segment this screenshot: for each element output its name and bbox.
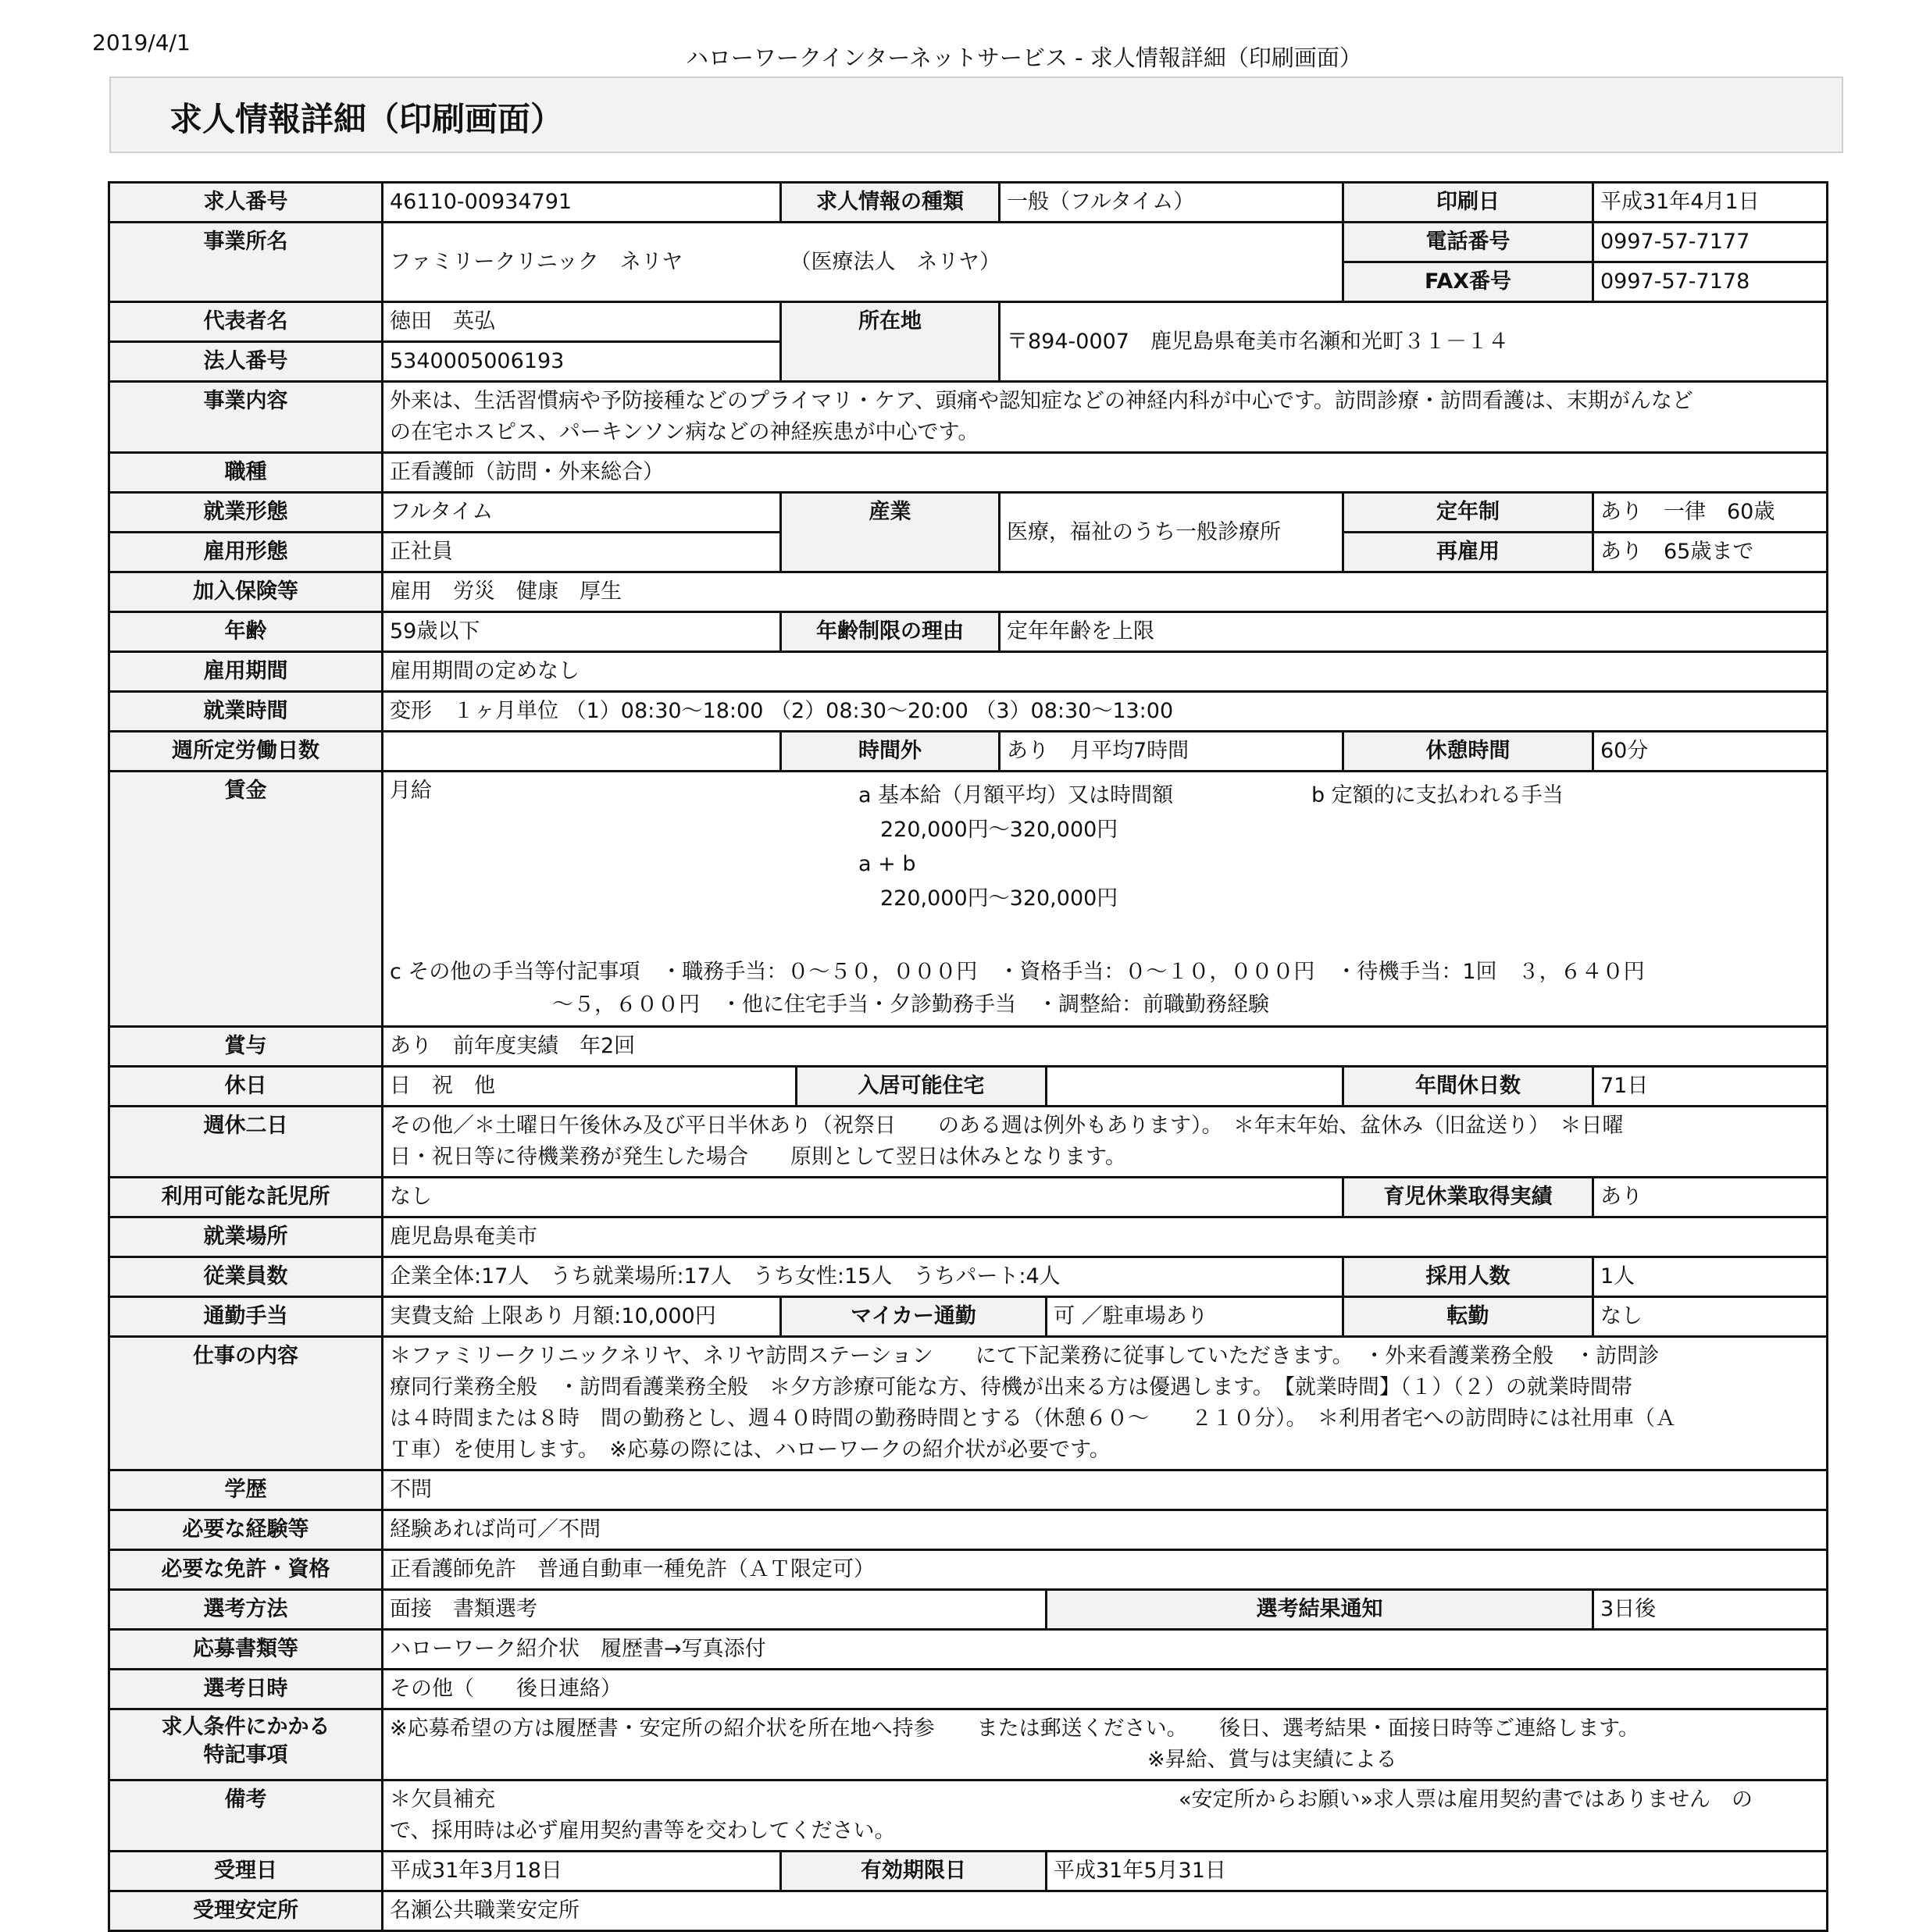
label-phone: 電話番号	[1343, 223, 1593, 262]
page-title: 求人情報詳細（印刷画面）	[169, 100, 564, 138]
label-break: 休憩時間	[1343, 732, 1593, 772]
window-title: ハローワークインターネットサービス - 求人情報詳細（印刷画面）	[686, 45, 1362, 71]
wage-c-line-1: c その他の手当等付記事項 ・職務手当：０～５０，０００円 ・資格手当：０～１０，０００円 ・待機手当：1回 ３，６４０円	[390, 960, 1645, 984]
job-content-line-3: は４時間または８時 間の勤務とし、週４０時間の勤務時間とする（休憩６０～ ２１０分）。 ＊利用者宅への訪問時には社用車（Ａ	[390, 1406, 1676, 1431]
value-business	[383, 382, 1828, 453]
wage-ab-value: 220,000円～320,000円	[880, 886, 1118, 911]
label-selection: 選考方法	[109, 1590, 383, 1630]
value-annual-holidays: 71日	[1593, 1067, 1828, 1107]
label-holidays: 休日	[109, 1067, 383, 1107]
label-workplace: 就業場所	[109, 1217, 383, 1257]
value-childcare: なし	[383, 1178, 1343, 1217]
label-business: 事業内容	[109, 382, 383, 453]
label-corp-no: 法人番号	[109, 342, 383, 382]
remarks-line-1a: ＊欠員補充	[390, 1788, 495, 1812]
label-retirement: 定年制	[1343, 493, 1593, 533]
value-bonus: あり 前年度実績 年2回	[383, 1027, 1828, 1067]
label-result-notice: 選考結果通知	[1047, 1590, 1593, 1630]
value-mycar: 可 ／駐車場あり	[1047, 1297, 1343, 1337]
label-hours: 就業時間	[109, 692, 383, 732]
label-employees: 従業員数	[109, 1257, 383, 1297]
label-info-type: 求人情報の種類	[781, 183, 1000, 223]
value-hours: 変形 １ヶ月単位 （1）08:30～18:00 （2）08:30～20:00 （3）08:30～13:00	[383, 692, 1828, 732]
label-age-reason: 年齢制限の理由	[781, 612, 1000, 652]
value-phone: 0997-57-7177	[1593, 223, 1828, 262]
value-received: 平成31年3月18日	[383, 1852, 781, 1891]
job-content-line-2: 療同行業務全般 ・訪問看護業務全般 ＊夕方診療可能な方、待機が出来る方は優遇します。 【就業時間】（１）（２）の就業時間帯	[390, 1375, 1632, 1399]
value-workplace: 鹿児島県奄美市	[383, 1217, 1828, 1257]
value-education: 不問	[383, 1470, 1828, 1510]
value-office: 名瀬公共職業安定所	[383, 1891, 1828, 1931]
label-wage: 賃金	[109, 772, 383, 1027]
label-commute: 通勤手当	[109, 1297, 383, 1337]
value-employment-form: フルタイム	[383, 493, 781, 533]
label-special-line-2: 特記事項	[203, 1743, 288, 1767]
label-childcare: 利用可能な託児所	[109, 1178, 383, 1217]
label-education: 学歴	[109, 1470, 383, 1510]
value-documents: ハローワーク紹介状 履歴書→写真添付	[383, 1630, 1828, 1670]
value-office-name	[383, 223, 1343, 302]
label-received: 受理日	[109, 1852, 383, 1891]
value-selection: 面接 書類選考	[383, 1590, 1047, 1630]
remarks-line-1b: «安定所からお願い»求人票は雇用契約書ではありません の	[1179, 1788, 1753, 1812]
label-parental-leave: 育児休業取得実績	[1343, 1178, 1593, 1217]
label-overtime: 時間外	[781, 732, 1000, 772]
label-office: 受理安定所	[109, 1891, 383, 1931]
label-selection-date: 選考日時	[109, 1670, 383, 1709]
label-fax: FAX番号	[1343, 262, 1593, 302]
label-weekly-days: 週所定労働日数	[109, 732, 383, 772]
special-line-2: ※昇給、賞与は実績による	[1147, 1748, 1397, 1772]
label-office-name: 事業所名	[109, 223, 383, 302]
value-transfer: なし	[1593, 1297, 1828, 1337]
value-result-notice: 3日後	[1593, 1590, 1828, 1630]
label-representative: 代表者名	[109, 302, 383, 342]
label-mycar: マイカー通勤	[781, 1297, 1047, 1337]
value-two-days	[383, 1107, 1828, 1178]
label-housing: 入居可能住宅	[797, 1067, 1047, 1107]
label-print-date: 印刷日	[1343, 183, 1593, 223]
value-age-reason: 定年年齢を上限	[1000, 612, 1828, 652]
label-insurance: 加入保険等	[109, 572, 383, 612]
label-rehire: 再雇用	[1343, 533, 1593, 572]
label-two-days: 週休二日	[109, 1107, 383, 1178]
business-line-2: の在宅ホスピス、パーキンソン病などの神経疾患が中心です。	[390, 420, 979, 444]
remarks-line-2: で、採用時は必ず雇用契約書等を交わしてください。	[390, 1819, 896, 1843]
wage-a-label: a 基本給（月額平均）又は時間額	[858, 783, 1174, 807]
label-employment-type: 雇用形態	[109, 533, 383, 572]
print-date-header: 2019/4/1	[92, 30, 191, 55]
value-weekly-days	[383, 732, 781, 772]
value-age: 59歳以下	[383, 612, 781, 652]
page-title-box	[109, 77, 1843, 153]
value-hires: 1人	[1593, 1257, 1828, 1297]
label-job-content: 仕事の内容	[109, 1337, 383, 1470]
wage-b-label: b 定額的に支払われる手当	[1311, 783, 1564, 807]
value-address: 〒894-0007 鹿児島県奄美市名瀬和光町３１－１４	[1000, 302, 1828, 382]
value-representative: 徳田 英弘	[383, 302, 781, 342]
value-retirement: あり 一律 60歳	[1593, 493, 1828, 533]
business-line-1: 外来は、生活習慣病や予防接種などのプライマリ・ケア、頭痛や認知症などの神経内科が中心です。訪問診療・訪問看護は、末期がんなど	[390, 389, 1693, 413]
value-special	[383, 1709, 1828, 1781]
value-parental-leave: あり	[1593, 1178, 1828, 1217]
label-job-no: 求人番号	[109, 183, 383, 223]
label-special	[109, 1709, 383, 1781]
two-days-line-1: その他／＊土曜日午後休み及び平日半休あり（祝祭日 のある週は例外もあります）。 ＊年末年始、盆休み（旧盆送り） ＊日曜	[390, 1114, 1624, 1138]
label-industry: 産業	[781, 493, 1000, 572]
value-info-type: 一般（フルタイム）	[1000, 183, 1343, 223]
value-license: 正看護師免許 普通自動車一種免許（ＡＴ限定可）	[383, 1550, 1828, 1590]
label-valid-until: 有効期限日	[781, 1852, 1047, 1891]
value-overtime: あり 月平均7時間	[1000, 732, 1343, 772]
wage-ab-label: a + b	[858, 852, 916, 876]
value-remarks	[383, 1781, 1828, 1852]
value-employees: 企業全体:17人 うち就業場所:17人 うち女性:15人 うちパート:4人	[383, 1257, 1343, 1297]
label-license: 必要な免許・資格	[109, 1550, 383, 1590]
value-rehire: あり 65歳まで	[1593, 533, 1828, 572]
two-days-line-2: 日・祝日等に待機業務が発生した場合 原則として翌日は休みとなります。	[390, 1145, 1126, 1169]
label-address: 所在地	[781, 302, 1000, 382]
label-hires: 採用人数	[1343, 1257, 1593, 1297]
value-print-date: 平成31年4月1日	[1593, 183, 1828, 223]
job-content-line-1: ＊ファミリークリニックネリヤ、ネリヤ訪問ステーション にて下記業務に従事していただきます。 ・外来看護業務全般 ・訪問診	[390, 1344, 1660, 1368]
label-bonus: 賞与	[109, 1027, 383, 1067]
value-experience: 経験あれば尚可／不問	[383, 1510, 1828, 1550]
value-corp-no: 5340005006193	[383, 342, 781, 382]
value-industry: 医療，福祉のうち一般診療所	[1000, 493, 1343, 572]
label-job-type: 職種	[109, 453, 383, 493]
label-remarks: 備考	[109, 1781, 383, 1852]
value-housing	[1047, 1067, 1343, 1107]
wage-a-value: 220,000円～320,000円	[880, 818, 1118, 842]
value-job-type: 正看護師（訪問・外来総合）	[383, 453, 1828, 493]
job-content-line-4: Ｔ車）を使用します。 ※応募の際には、ハローワークの紹介状が必要です。	[390, 1438, 1111, 1462]
value-wage	[383, 772, 1828, 1027]
value-job-content	[383, 1337, 1828, 1470]
label-annual-holidays: 年間休日数	[1343, 1067, 1593, 1107]
label-experience: 必要な経験等	[109, 1510, 383, 1550]
value-selection-date: その他（ 後日連絡）	[383, 1670, 1828, 1709]
special-line-1: ※応募希望の方は履歴書・安定所の紹介状を所在地へ持参 または郵送ください。 後日、選考結果・面接日時等ご連絡します。	[390, 1716, 1639, 1741]
wage-c-line-2: ～５，６００円 ・他に住宅手当・夕診勤務手当 ・調整給：前職勤務経験	[552, 993, 1269, 1017]
value-commute: 実費支給 上限あり 月額:10,000円	[383, 1297, 781, 1337]
value-job-no: 46110-00934791	[383, 183, 781, 223]
value-employment-type: 正社員	[383, 533, 781, 572]
label-employment-form: 就業形態	[109, 493, 383, 533]
value-holidays: 日 祝 他	[383, 1067, 797, 1107]
label-documents: 応募書類等	[109, 1630, 383, 1670]
value-insurance: 雇用 労災 健康 厚生	[383, 572, 1828, 612]
office-name-text: ファミリークリニック ネリヤ	[390, 249, 683, 274]
value-valid-until: 平成31年5月31日	[1047, 1852, 1828, 1891]
label-period: 雇用期間	[109, 652, 383, 692]
label-special-line-1: 求人条件にかかる	[161, 1715, 330, 1739]
value-break: 60分	[1593, 732, 1828, 772]
label-age: 年齢	[109, 612, 383, 652]
label-transfer: 転勤	[1343, 1297, 1593, 1337]
value-fax: 0997-57-7178	[1593, 262, 1828, 302]
job-detail-table	[108, 181, 1828, 1932]
wage-type: 月給	[390, 779, 432, 803]
value-period: 雇用期間の定めなし	[383, 652, 1828, 692]
office-corp-text: （医療法人 ネリヤ）	[790, 249, 1001, 274]
